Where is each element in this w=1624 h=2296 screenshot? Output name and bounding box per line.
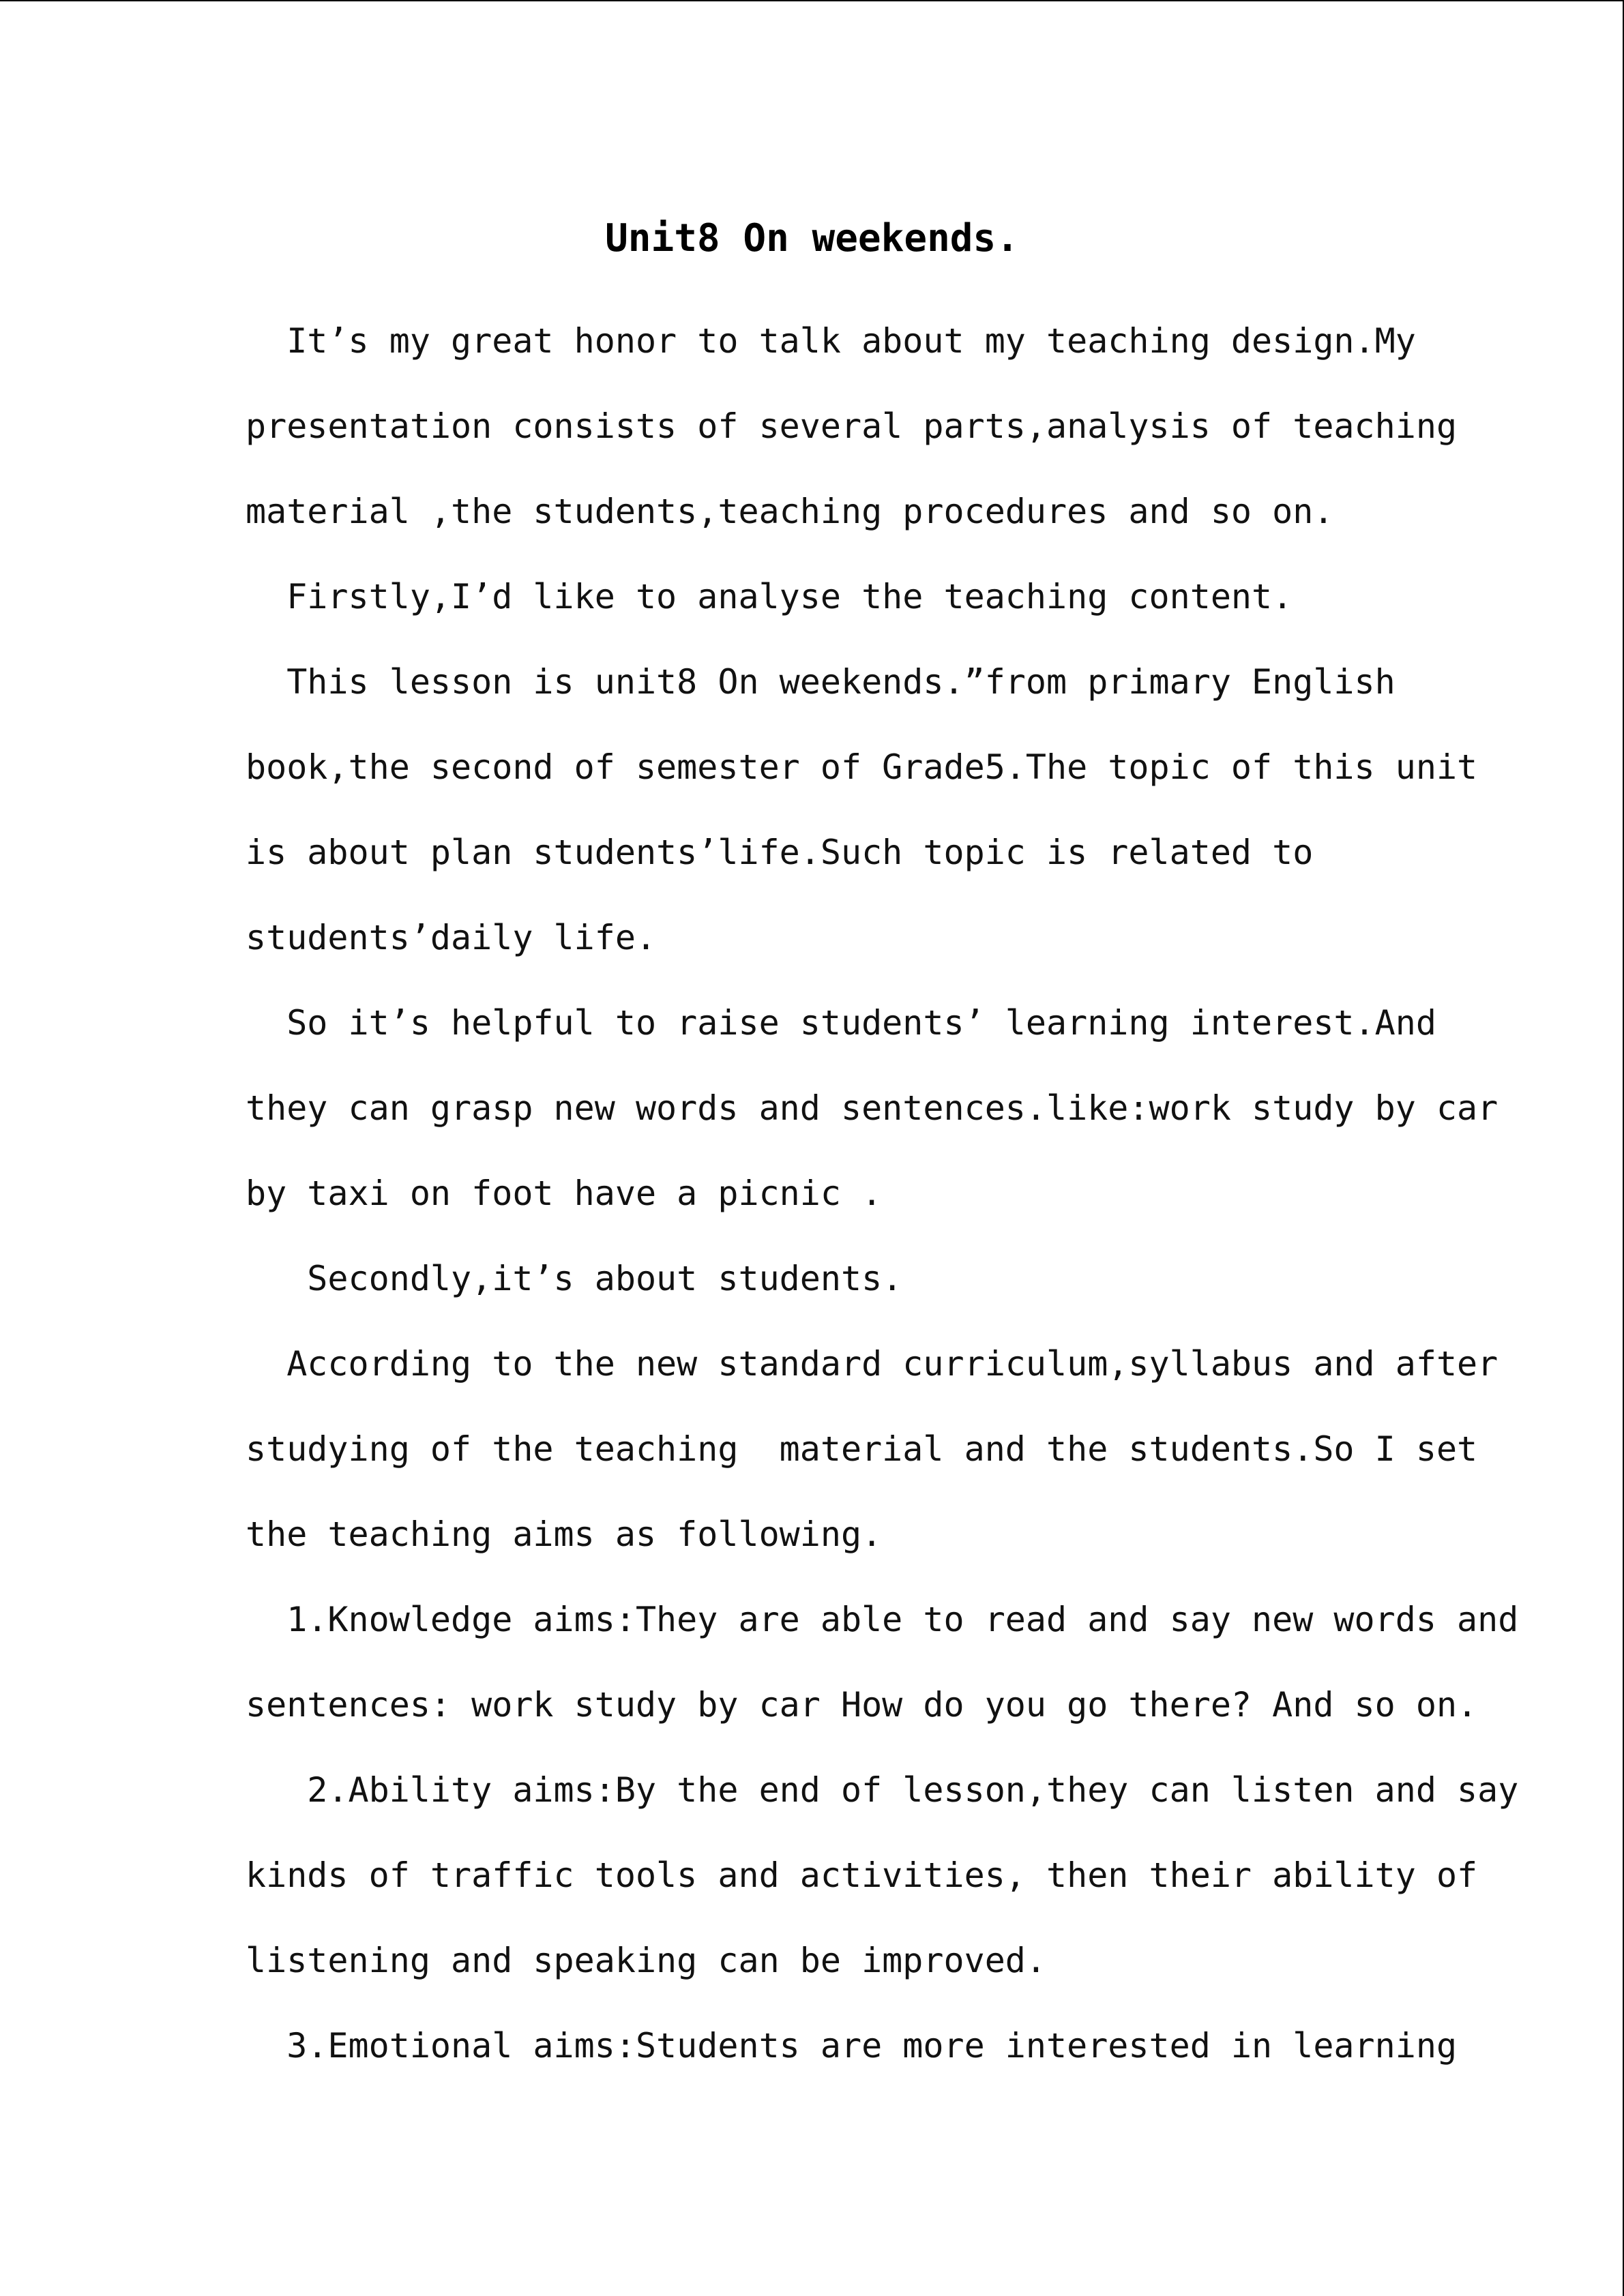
- text-line: they can grasp new words and sentences.like:work study by car: [246, 1088, 1498, 1128]
- text-line: This lesson is unit8 On weekends.”from primary English: [246, 662, 1396, 702]
- document-title: Unit8 On weekends.: [605, 216, 1019, 260]
- text-line: sentences: work study by car How do you go there? And so on.: [246, 1685, 1478, 1725]
- text-line: is about plan students’life.Such topic is related to: [246, 833, 1314, 872]
- text-line: 1.Knowledge aims:They are able to read and say new words and: [246, 1600, 1519, 1639]
- text-line: the teaching aims as following.: [246, 1515, 883, 1554]
- text-line: kinds of traffic tools and activities, then their ability of: [246, 1855, 1478, 1895]
- text-line: 3.Emotional aims:Students are more interested in learning: [246, 2026, 1458, 2066]
- text-line: by taxi on foot have a picnic .: [246, 1174, 883, 1213]
- text-line: Firstly,I’d like to analyse the teaching content.: [246, 577, 1293, 616]
- text-line: students’daily life.: [246, 918, 657, 957]
- text-line: So it’s helpful to raise students’ learning interest.And: [246, 1003, 1436, 1043]
- text-line: listening and speaking can be improved.: [246, 1941, 1046, 1980]
- text-line: book,the second of semester of Grade5.The topic of this unit: [246, 747, 1478, 787]
- document-body: [246, 299, 1519, 2089]
- text-line: material ,the students,teaching procedures and so on.: [246, 492, 1334, 531]
- text-line: According to the new standard curriculum,syllabus and after: [246, 1344, 1498, 1384]
- text-line: studying of the teaching material and the students.So I set: [246, 1429, 1478, 1469]
- text-line: 2.Ability aims:By the end of lesson,they can listen and say: [246, 1770, 1519, 1810]
- text-line: presentation consists of several parts,analysis of teaching: [246, 406, 1458, 446]
- text-line: Secondly,it’s about students.: [246, 1259, 903, 1298]
- text-line: It’s my great honor to talk about my teaching design.My: [246, 321, 1416, 361]
